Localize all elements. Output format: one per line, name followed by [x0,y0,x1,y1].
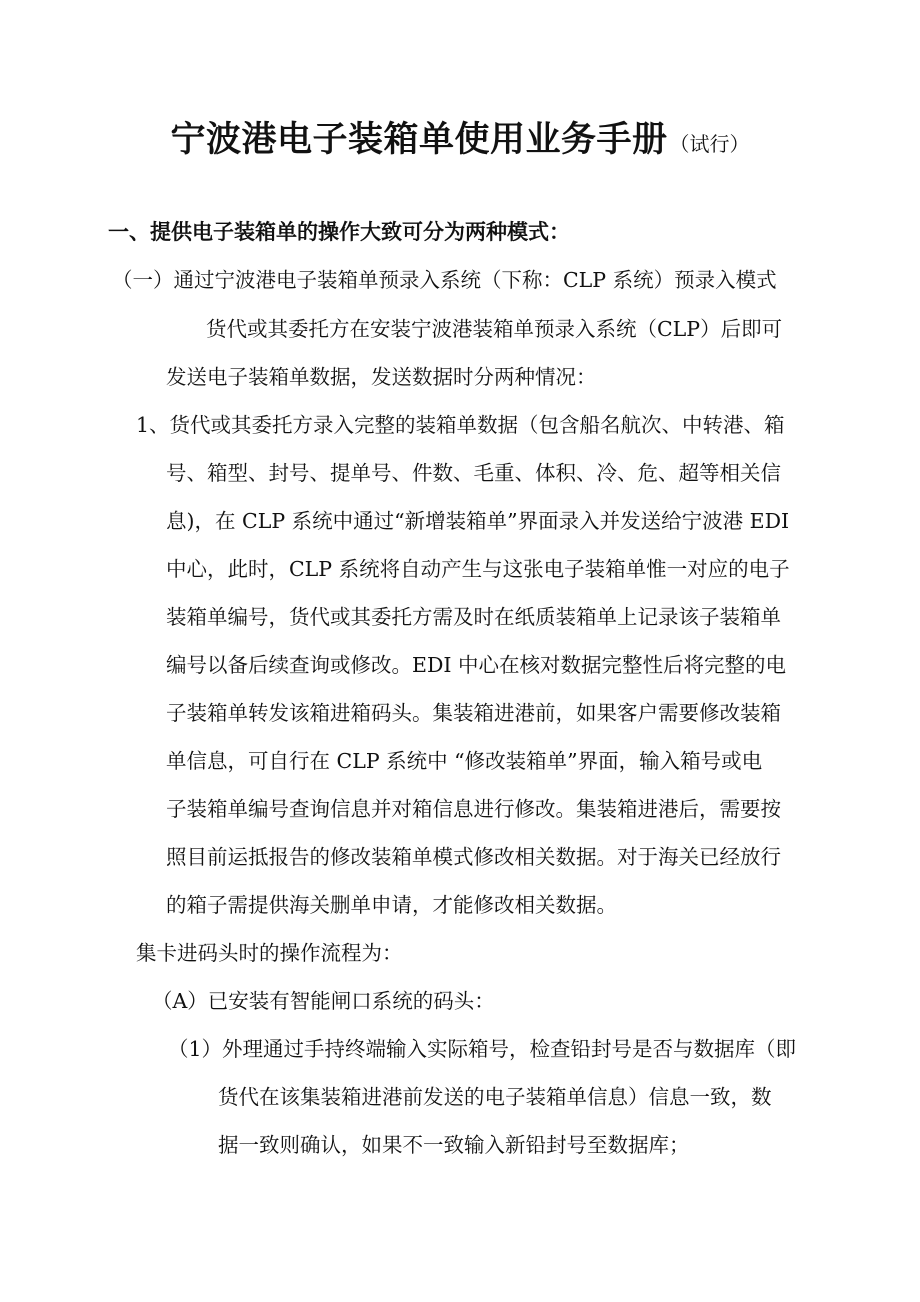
item1-line: 号、箱型、封号、提单号、件数、毛重、体积、冷、危、超等相关信 [166,461,781,485]
subsection-heading-1: （一）通过宁波港电子装箱单预录入系统（下称：CLP 系统）预录入模式 [112,268,777,292]
item1-line: 编号以备后续查询或修改。EDI 中心在核对数据完整性后将完整的电 [166,653,787,677]
subitem-a-heading: （A）已安装有智能闸口系统的码头： [152,989,495,1013]
intro-line: 发送电子装箱单数据，发送数据时分两种情况： [166,365,597,389]
item1-line: 息)，在 CLP 系统中通过“新增装箱单”界面录入并发送给宁波港 EDI [166,509,790,533]
item1-line: 装箱单编号，货代或其委托方需及时在纸质装箱单上记录该子装箱单 [166,605,781,629]
item1-line: 的箱子需提供海关删单申请，才能修改相关数据。 [166,893,617,917]
step1-line: 货代在该集装箱进港前发送的电子装箱单信息）信息一致，数 [218,1085,772,1109]
item1-line: 单信息，可自行在 CLP 系统中 “修改装箱单”界面，输入箱号或电 [166,749,763,773]
item1-line: 1、货代或其委托方录入完整的装箱单数据（包含船名航次、中转港、箱 [136,413,785,437]
section-heading-1: 一、提供电子装箱单的操作大致可分为两种模式： [108,219,570,244]
document-title [0,112,920,162]
item1-line: 子装箱单转发该箱进箱码头。集装箱进港前，如果客户需要修改装箱 [166,701,781,725]
item1-line: 子装箱单编号查询信息并对箱信息进行修改。集装箱进港后，需要按 [166,797,781,821]
step1-line: （1）外理通过手持终端输入实际箱号，检查铅封号是否与数据库（即 [168,1037,797,1061]
title-main: 宁波港电子装箱单使用业务手册 [170,119,668,160]
step1-line: 据一致则确认，如果不一致输入新铅封号至数据库； [218,1133,690,1157]
item1-line: 照目前运抵报告的修改装箱单模式修改相关数据。对于海关已经放行 [166,845,781,869]
item1-line: 中心，此时，CLP 系统将自动产生与这张电子装箱单惟一对应的电子 [166,557,790,581]
title-suffix: （试行） [669,132,750,156]
intro-line: 货代或其委托方在安装宁波港装箱单预录入系统（CLP）后即可 [206,317,783,341]
process-heading: 集卡进码头时的操作流程为： [136,941,403,965]
